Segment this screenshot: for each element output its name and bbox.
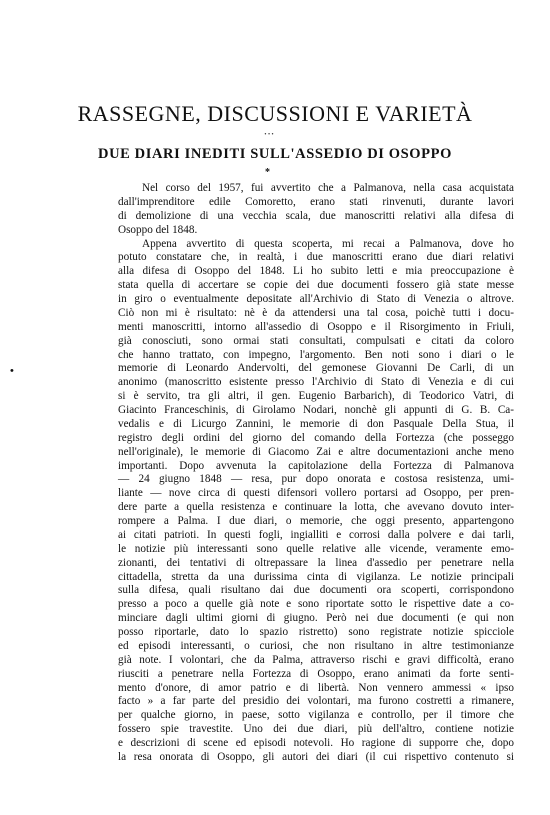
text-line: memorie di Leonardo Andervolti, del gemonese Giovanni De Carli, di un (118, 362, 514, 375)
text-line: le notizie più interessanti sono quelle relative alle vicende, veramente emo- (118, 542, 514, 555)
text-line: potuto constatare che, in realtà, i due manoscritti erano due diari relativi (118, 251, 514, 264)
text-line: dere parte a quella resistenza e continuare la lotta, che avevano dovuto inter- (118, 501, 514, 514)
text-line: dall'imprenditore edile Comoretto, erano stati rinvenuti, durante lavori (118, 195, 514, 208)
text-line: anonimo (manoscritto esistente presso l'Archivio di Stato di Venezia e di cui (118, 376, 514, 389)
text-line: ed episodi interessanti, o curiosi, che non risultano in altre testimonianze (118, 639, 514, 652)
section-title: RASSEGNE, DISCUSSIONI E VARIETÀ (77, 101, 473, 126)
text-line: in giro o eventualmente depositate all'Archivio di Stato di Venezia o altrove. (118, 293, 514, 305)
text-line: la resa onorata di Osoppo, gli autori dei diari (il cui rispettivo contenuto si (118, 750, 514, 763)
text-line: già note. I volontari, che da Palma, attraverso rischi e gravi difficoltà, erano (118, 653, 514, 666)
text-line: — 24 giugno 1848 — resa, pur dopo onorata e costosa resistenza, umi- (118, 473, 514, 486)
margin-mark: • (10, 365, 14, 377)
text-line: Osoppo del 1848. (118, 223, 198, 236)
text-line: ai citati patrioti. In questi fogli, ingialliti e corrosi dalla polvere e dai tarli, (118, 528, 514, 541)
text-line: rompere a Palma. I due diari, o memorie, che oggi presento, appartengono (118, 515, 514, 527)
text-line: sulla difesa, quali risultano dai due documenti ora scoperti, corrispondono (118, 584, 514, 597)
article-title: DUE DIARI INEDITI SULL'ASSEDIO DI OSOPPO (98, 146, 452, 162)
text-line: facto » a far parte del presidio dei volontari, ma furono costretti a rimanere, (118, 695, 514, 708)
text-line: Appena avvertito di questa scoperta, mi recai a Palmanova, dove ho (142, 237, 514, 250)
text-line: e descrizioni di scene ed episodi notevoli. Ho ragione di supporre che, dopo (118, 737, 514, 749)
text-line: mento d'onore, di amor patrio e di libertà. Non vennero ammessi « ipso (118, 681, 514, 694)
text-line: alla difesa di Osoppo del 1848. Li ho subito letti e mia preoccupazione è (118, 265, 514, 278)
text-line: di demolizione di una vecchia scala, due manoscritti relativi alla difesa di (118, 209, 514, 222)
text-line: si è servito, tra gli altri, il gen. Eugenio Barbarich), di Teodorico Vatri, di (118, 390, 514, 403)
text-line: liante — nove circa di questi difensori vollero portarsi ad Osoppo, per pren- (118, 487, 514, 500)
text-line: menti manoscritti, intorno all'assedio di Osoppo e il Risorgimento in Friuli, (118, 320, 514, 333)
text-line: posso riportarle, dato lo spazio ristretto) sono registrate notizie spicciole (118, 626, 514, 638)
text-line: già conosciuti, sono ormai stati consultati, compulsati e citati da coloro (118, 334, 514, 347)
text-line: vedalis e di Licurgo Zannini, le memorie di don Pasquale Della Stua, il (118, 417, 514, 430)
decorative-mark: * (265, 167, 270, 178)
text-line: riusciti a penetrare nella Fortezza di Osoppo, erano animati da forte senti- (118, 667, 514, 680)
text-line: per qualche giorno, in paese, sotto vigilanza e controllo, per il timore che (118, 709, 514, 722)
text-line: fossero spie travestite. Uno dei due diari, più dell'altro, contiene notizie (118, 723, 514, 736)
text-line: registro degli ordini del giorno del comando della Fortezza (che posseggo (118, 431, 514, 444)
text-line: zionanti, dei tentativi di oltrepassare la linea d'assedio per penetrare nella (118, 556, 514, 569)
decorative-separator: • • • (264, 132, 274, 138)
text-line: Giacinto Franceschinis, di Girolamo Nodari, nonchè gli appunti di G. B. Ca- (118, 404, 514, 416)
text-line: che hanno trattato, con impegno, l'argomento. Ben noti sono i diari o le (118, 348, 514, 361)
text-line: cittadella, stretta da una durissima cinta di vigilanza. Le notizie principali (118, 570, 514, 583)
text-line: presso a poco a quelle già note e sono riportate sotto le rispettive date a co- (118, 598, 514, 611)
article-body (118, 182, 514, 765)
text-line: nell'originale), le memorie di Giacomo Zai e altre documentazioni anche meno (118, 445, 514, 458)
text-line: stata quella di accertare se copie dei due documenti fossero già state messe (118, 279, 514, 292)
text-line: minciare dagli ultimi giorni di giugno. Però nei due documenti (e qui non (118, 612, 514, 625)
text-line: importanti. Dopo avvenuta la capitolazione della Fortezza di Palmanova (118, 459, 514, 472)
text-line: Nel corso del 1957, fui avvertito che a Palmanova, nella casa acquistata (142, 182, 514, 194)
text-line: Ciò non mi è risultato: nè è da attendersi una tal cosa, poichè tutti i docu- (118, 306, 514, 319)
